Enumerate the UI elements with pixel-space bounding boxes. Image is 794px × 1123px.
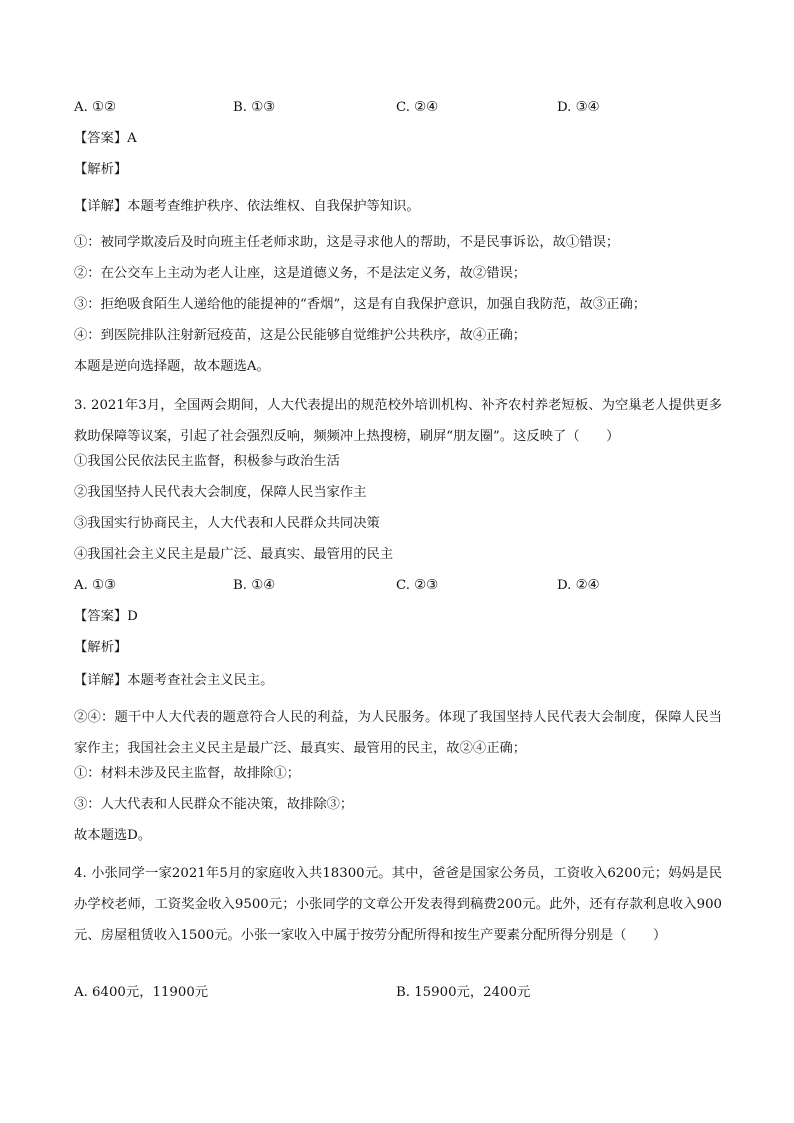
q3-statement-1: ①我国公民依法民主监督，积极参与政治生活: [74, 454, 340, 469]
q2-point-2: ②：在公交车上主动为老人让座，这是道德义务，不是法定义务，故②错误；: [74, 266, 527, 281]
q2-analysis-label: 【解析】: [74, 162, 128, 177]
q2-detail: 【详解】本题考查维护秩序、依法维权、自我保护等知识。: [74, 199, 420, 214]
q3-stem: 3. 2021年3月，全国两会期间，人大代表提出的规范校外培训机构、补齐农村养老短板、为空巢老人提供更多救助保障等议案，引起了社会强烈反响，频频冲上热搜榜，刷屏“朋友圈”。这反映了（ ）: [74, 398, 722, 444]
q2-conclusion: 本题是逆向选择题，故本题选A。: [74, 359, 270, 374]
q3-point-2: ①：材料未涉及民主监督，故排除①；: [74, 766, 301, 781]
q4-stem: 4. 小张同学一家2021年5月的家庭收入共18300元。其中，爸爸是国家公务员，工资收入6200元；妈妈是民办学校老师，工资奖金收入9500元；小张同学的文章公开发表得到稿费200元。此外，还有存款利息收入900元、房屋租赁收入1500元。小张一家收入中属于按劳分配所得和按生产要素分配所得分别是（ ）: [74, 866, 722, 943]
q3-conclusion: 故本题选D。: [74, 828, 152, 843]
q2-answer: 【答案】A: [74, 131, 137, 146]
q2-point-4: ④：到医院排队注射新冠疫苗，这是公民能够自觉维护公共秩序，故④正确；: [74, 328, 527, 343]
q3-analysis-label: 【解析】: [74, 640, 128, 655]
q4-option-a: A. 6400元，11900元: [74, 985, 209, 1000]
q2-option-b: B. ①③: [233, 100, 276, 115]
q2-option-d: D. ③④: [557, 100, 600, 115]
q3-option-d: D. ②④: [557, 578, 600, 593]
q3-option-a: A. ①③: [74, 578, 116, 593]
q3-detail: 【详解】本题考查社会主义民主。: [74, 673, 274, 688]
q2-option-a: A. ①②: [74, 100, 116, 115]
q4-option-b: B. 15900元，2400元: [396, 985, 531, 1000]
q3-statement-3: ③我国实行协商民主，人大代表和人民群众共同决策: [74, 516, 380, 531]
q3-option-c: C. ②③: [396, 578, 438, 593]
q3-answer: 【答案】D: [74, 609, 138, 624]
q2-point-3: ③：拒绝吸食陌生人递给他的能提神的“香烟”，这是有自我保护意识，加强自我防范，故③正确；: [74, 297, 647, 312]
q3-statement-2: ②我国坚持人民代表大会制度，保障人民当家作主: [74, 485, 367, 500]
q3-option-b: B. ①④: [233, 578, 276, 593]
q2-option-c: C. ②④: [396, 100, 438, 115]
q3-point-1: ②④：题干中人大代表的题意符合人民的利益，为人民服务。体现了我国坚持人民代表大会制度，保障人民当家作主；我国社会主义民主是最广泛、最真实、最管用的民主，故②④正确；: [74, 710, 722, 756]
q3-statement-4: ④我国社会主义民主是最广泛、最真实、最管用的民主: [74, 547, 394, 562]
q2-point-1: ①：被同学欺凌后及时向班主任老师求助，这是寻求他人的帮助，不是民事诉讼，故①错误；: [74, 235, 620, 250]
q3-point-3: ③：人大代表和人民群众不能决策，故排除③；: [74, 797, 354, 812]
